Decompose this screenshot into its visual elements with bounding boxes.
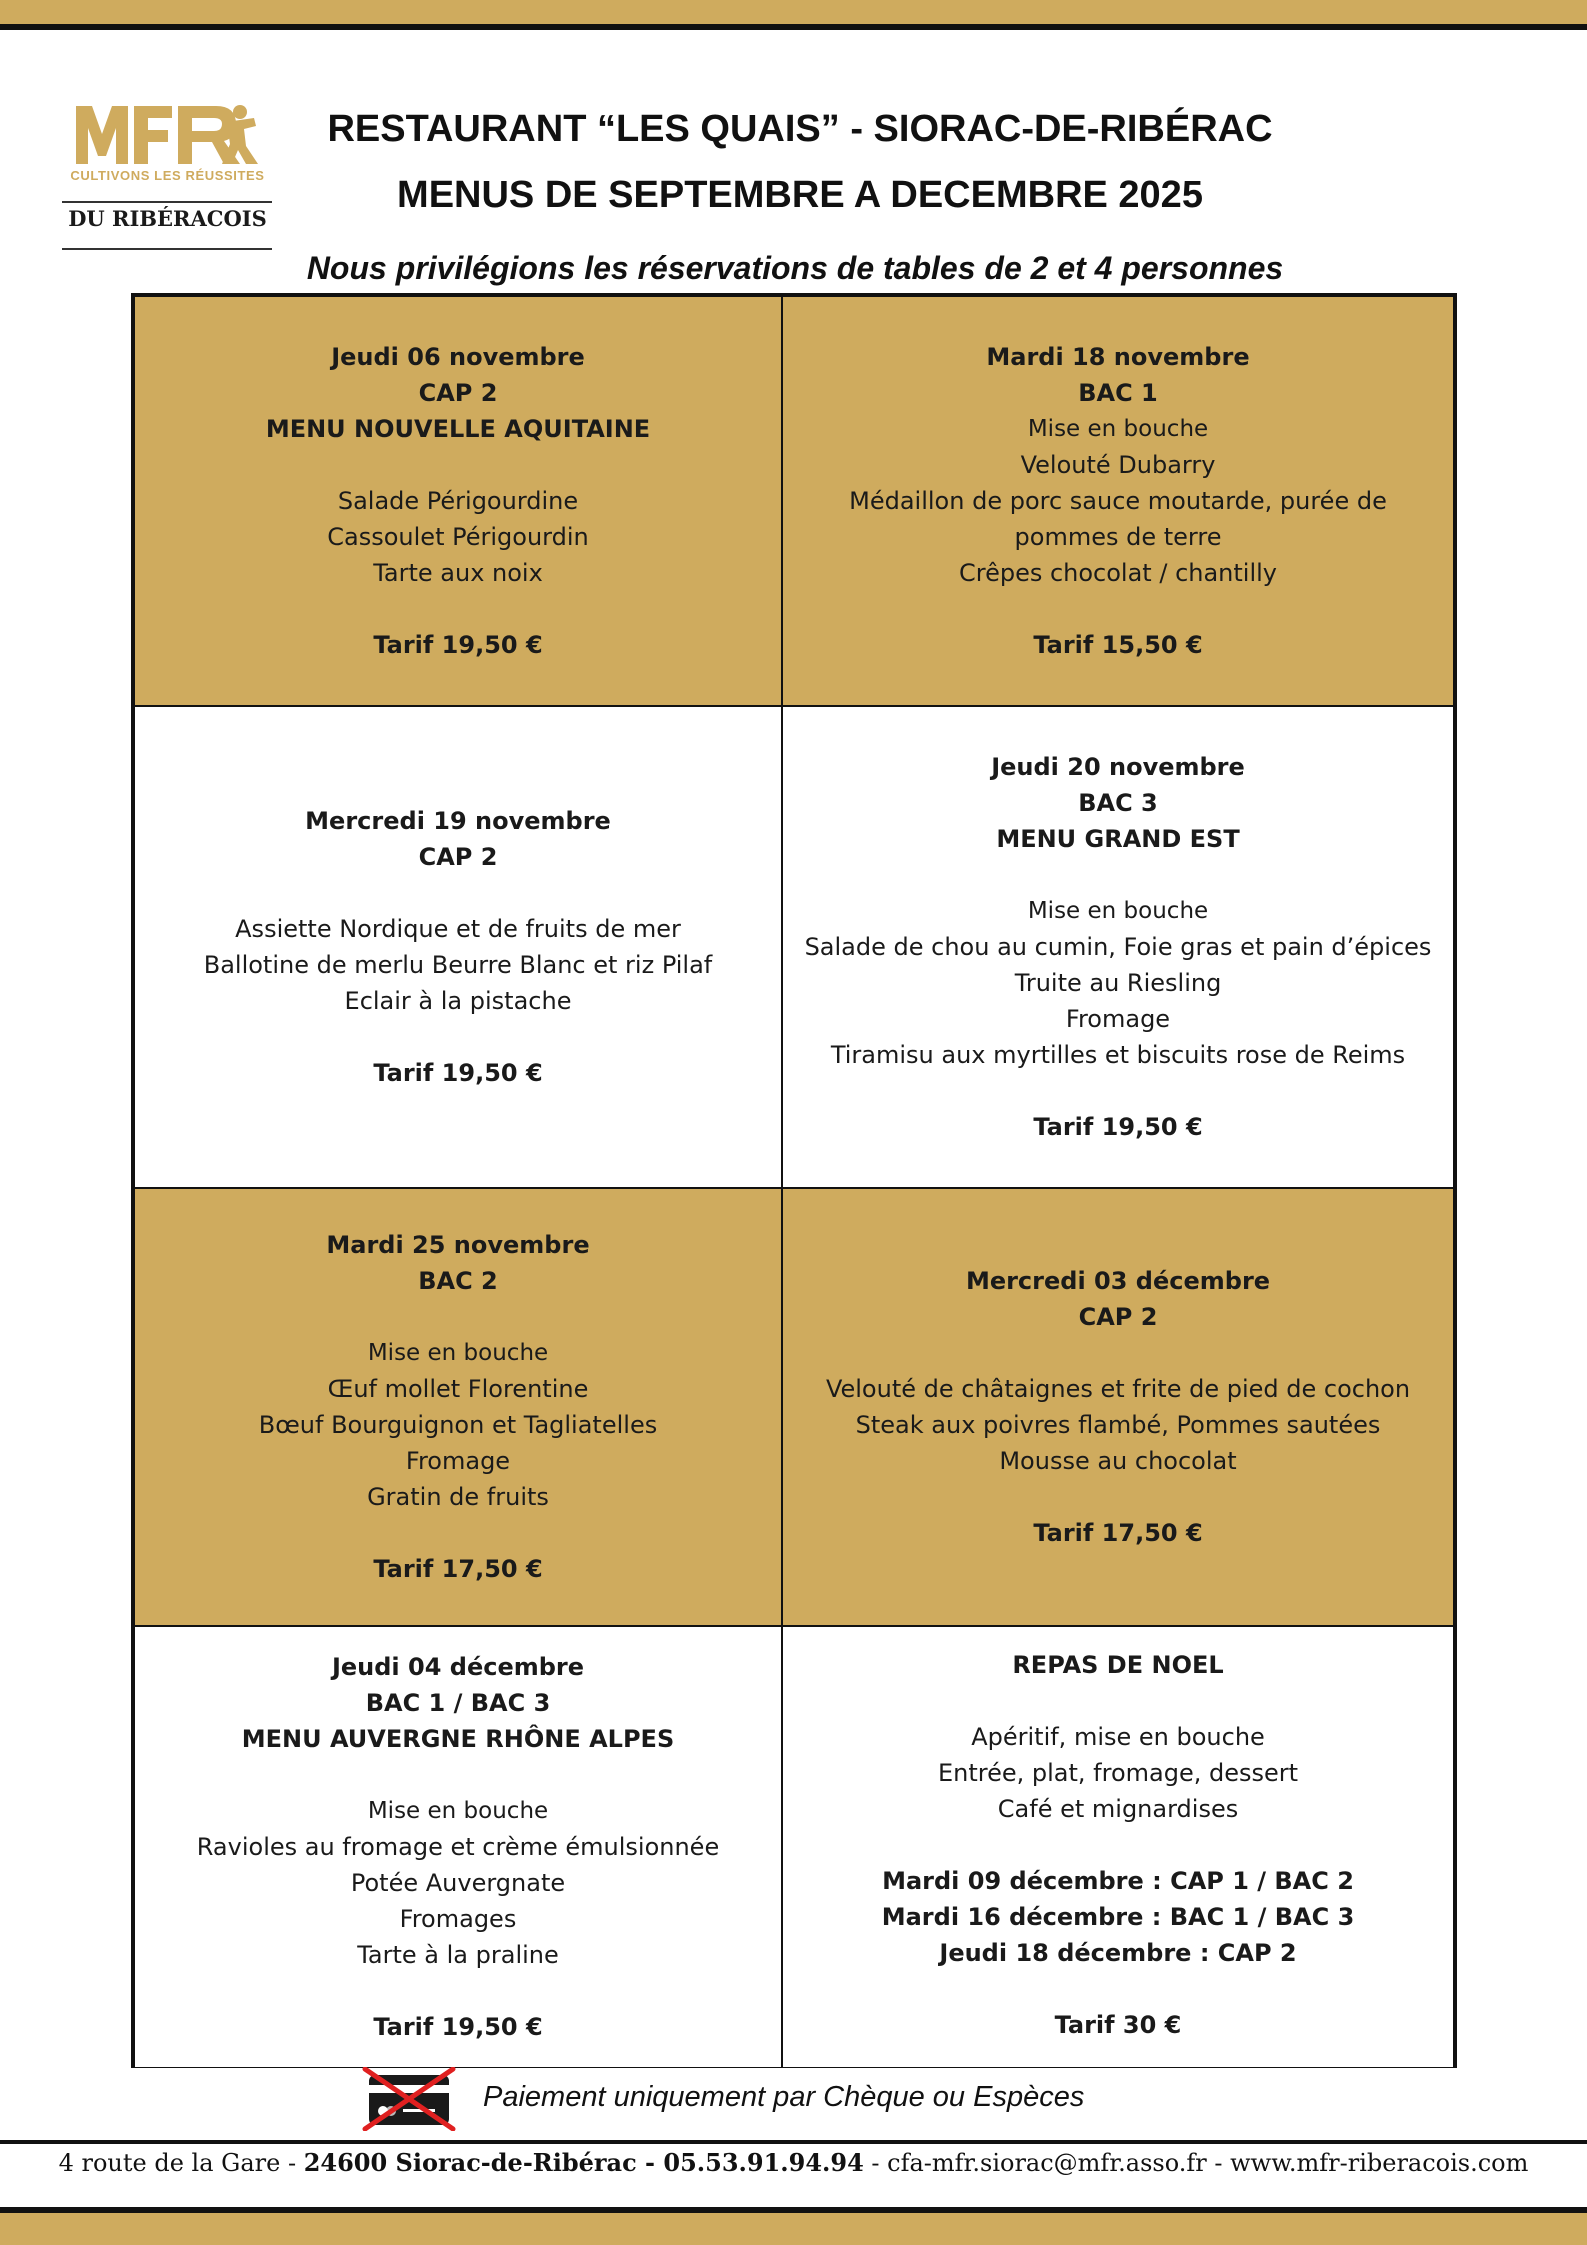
menu-dish: Mousse au chocolat	[999, 1447, 1237, 1475]
menu-class: CAP 2	[418, 379, 498, 407]
footer-rule-top	[0, 2140, 1587, 2144]
menu-dish: Gratin de fruits	[367, 1483, 549, 1511]
menu-cell-christmas	[782, 1626, 1454, 2068]
menu-date: Mercredi 19 novembre	[305, 807, 611, 835]
menu-price: Tarif 30 €	[1054, 2011, 1182, 2039]
mfr-logo-mark	[76, 104, 260, 166]
menu-price: Tarif 17,50 €	[1033, 1519, 1203, 1547]
menu-class: BAC 1	[1078, 379, 1158, 407]
menu-dish: Tarte aux noix	[373, 559, 543, 587]
menu-dish: pommes de terre	[1014, 523, 1222, 551]
logo-divider-top	[62, 201, 272, 203]
menu-date: Jeudi 20 novembre	[991, 753, 1245, 781]
menu-price: Tarif 19,50 €	[373, 1059, 543, 1087]
menu-dish: Tiramisu aux myrtilles et biscuits rose de Reims	[830, 1041, 1406, 1069]
menu-cell	[134, 1188, 782, 1626]
menu-dish: Steak aux poivres flambé, Pommes sautées	[855, 1411, 1381, 1439]
top-gold-band	[0, 0, 1587, 24]
christmas-title: REPAS DE NOEL	[1012, 1651, 1224, 1679]
menu-dish: Mise en bouche	[367, 1798, 549, 1824]
menu-price: Tarif 19,50 €	[1033, 1113, 1203, 1141]
footer-contact	[0, 2148, 1587, 2177]
footer-address: 4 route de la Gare -	[58, 2149, 304, 2177]
menu-dish: Velouté de châtaignes et frite de pied de cochon	[825, 1375, 1411, 1403]
menu-dish: Bœuf Bourguignon et Tagliatelles	[258, 1411, 658, 1439]
logo-subtitle: DU RIBÉRACOIS	[68, 206, 267, 231]
payment-note	[133, 2065, 1455, 2133]
menu-dish: Salade Périgourdine	[337, 487, 579, 515]
menu-cell	[782, 296, 1454, 706]
christmas-date: Mardi 09 décembre : CAP 1 / BAC 2	[882, 1867, 1354, 1895]
mfr-logo	[60, 100, 275, 252]
menu-dish: Fromage	[405, 1447, 511, 1475]
menu-class: BAC 3	[1078, 789, 1158, 817]
footer-city-phone: 24600 Siorac-de-Ribérac - 05.53.91.94.94	[303, 2148, 864, 2177]
payment-text: Paiement uniquement par Chèque ou Espèces	[483, 2081, 1085, 2113]
menu-dish: Apéritif, mise en bouche	[971, 1723, 1265, 1751]
menu-date: Jeudi 04 décembre	[331, 1653, 585, 1681]
menu-dish: Tarte à la praline	[357, 1941, 559, 1969]
bottom-gold-band	[0, 2213, 1587, 2245]
menu-table	[131, 293, 1457, 2068]
page-title: RESTAURANT “LES QUAIS” - SIORAC-DE-RIBÉRAC	[327, 108, 1273, 150]
menu-dish: Entrée, plat, fromage, dessert	[937, 1759, 1299, 1787]
menu-cell	[134, 296, 782, 706]
menu-dish: Crêpes chocolat / chantilly	[958, 559, 1278, 587]
menu-date: Mardi 18 novembre	[986, 343, 1250, 371]
menu-dish: Salade de chou au cumin, Foie gras et pain d’épices	[804, 933, 1432, 961]
footer-email-web: - cfa-mfr.siorac@mfr.asso.fr - www.mfr-riberacois.com	[863, 2149, 1529, 2177]
menu-cell	[782, 1188, 1454, 1626]
top-black-rule	[0, 24, 1587, 30]
menu-dish: Eclair à la pistache	[344, 987, 572, 1015]
christmas-date: Mardi 16 décembre : BAC 1 / BAC 3	[881, 1903, 1355, 1931]
menu-class: CAP 2	[418, 843, 498, 871]
menu-theme: MENU NOUVELLE AQUITAINE	[265, 415, 651, 443]
menu-dish: Café et mignardises	[997, 1795, 1239, 1823]
menu-cell	[782, 706, 1454, 1188]
menu-price: Tarif 19,50 €	[373, 2013, 543, 2041]
menu-date: Jeudi 06 novembre	[331, 343, 585, 371]
menu-dish: Ravioles au fromage et crème émulsionnée	[196, 1833, 720, 1861]
no-credit-card-icon	[361, 2067, 457, 2131]
menu-cell	[134, 1626, 782, 2068]
menu-dish: Mise en bouche	[1027, 416, 1209, 442]
menu-dish: Mise en bouche	[367, 1340, 549, 1366]
page-subtitle: MENUS DE SEPTEMBRE A DECEMBRE 2025	[397, 174, 1203, 216]
menu-date: Mardi 25 novembre	[326, 1231, 590, 1259]
menu-class: CAP 2	[1078, 1303, 1158, 1331]
menu-cell	[134, 706, 782, 1188]
menu-dish: Cassoulet Périgourdin	[327, 523, 589, 551]
menu-date: Mercredi 03 décembre	[965, 1267, 1271, 1295]
menu-dish: Potée Auvergnate	[350, 1869, 566, 1897]
menu-dish: Médaillon de porc sauce moutarde, purée de	[849, 487, 1387, 515]
reservation-note: Nous privilégions les réservations de tables de 2 et 4 personnes	[306, 250, 1284, 286]
menu-dish: Assiette Nordique et de fruits de mer	[235, 915, 681, 943]
menu-dish: Mise en bouche	[1027, 898, 1209, 924]
menu-dish: Œuf mollet Florentine	[327, 1375, 589, 1403]
menu-dish: Fromages	[399, 1905, 517, 1933]
menu-theme: MENU AUVERGNE RHÔNE ALPES	[241, 1725, 675, 1753]
menu-class: BAC 2	[418, 1267, 498, 1295]
menu-theme: MENU GRAND EST	[996, 825, 1240, 853]
christmas-date: Jeudi 18 décembre : CAP 2	[939, 1939, 1297, 1967]
menu-dish: Ballotine de merlu Beurre Blanc et riz Pilaf	[203, 951, 713, 979]
menu-class: BAC 1 / BAC 3	[365, 1689, 551, 1717]
menu-price: Tarif 15,50 €	[1033, 631, 1203, 659]
menu-dish: Fromage	[1065, 1005, 1171, 1033]
menu-dish: Truite au Riesling	[1014, 969, 1222, 997]
menu-price: Tarif 19,50 €	[373, 631, 543, 659]
logo-tagline: CULTIVONS LES RÉUSSITES	[70, 168, 265, 183]
menu-price: Tarif 17,50 €	[373, 1555, 543, 1583]
menu-dish: Velouté Dubarry	[1020, 451, 1216, 479]
